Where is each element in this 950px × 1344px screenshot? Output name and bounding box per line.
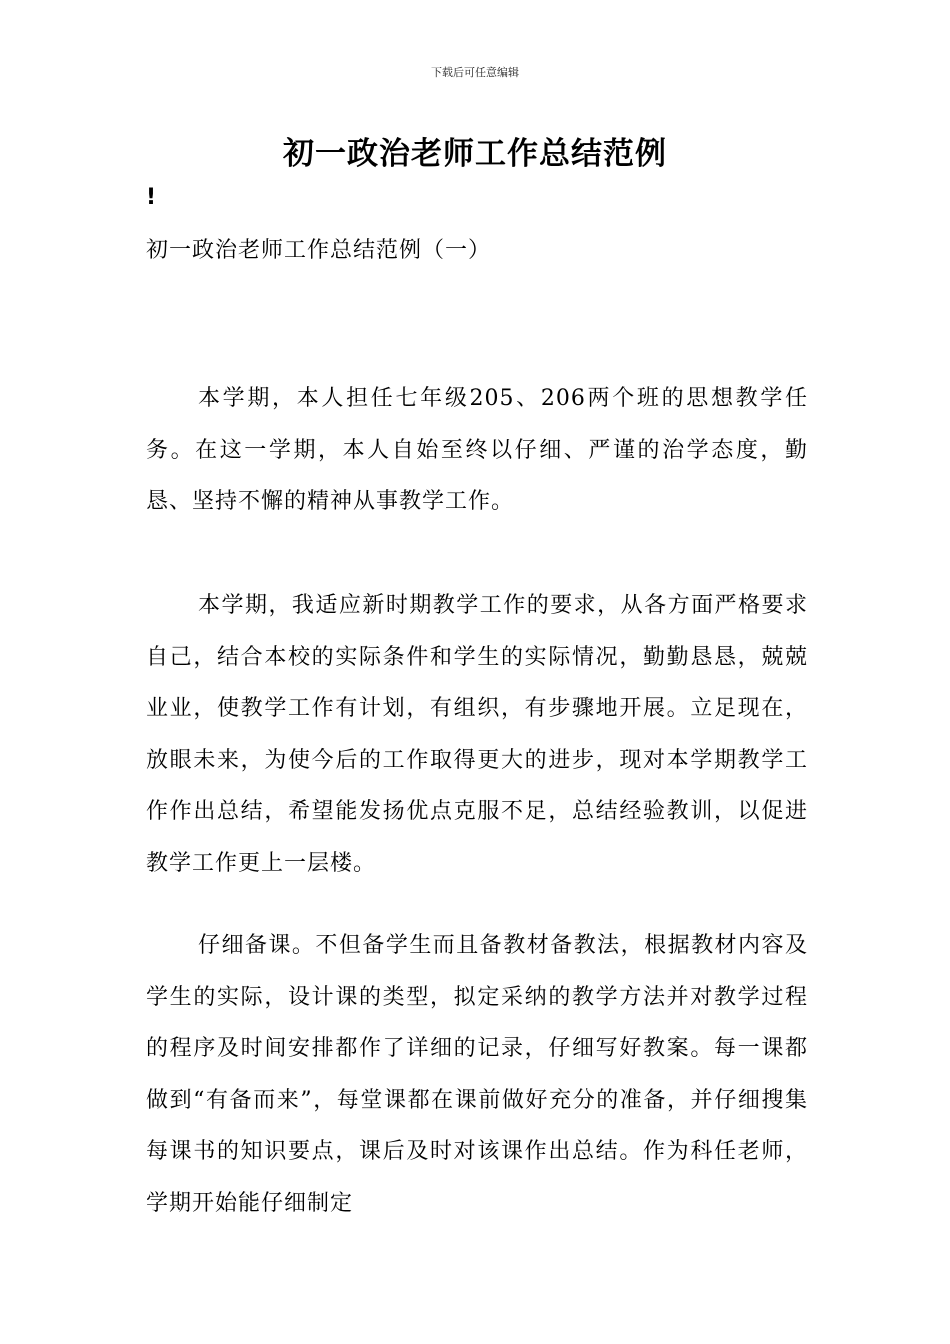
exclamation-mark: ! — [146, 185, 157, 210]
paragraph-2: 本学期，我适应新时期教学工作的要求，从各方面严格要求自己，结合本校的实际条件和学生的实际情况，勤勤恳恳，兢兢业业，使教学工作有计划，有组织，有步骤地开展。立足现在，放眼未来，为使今后的工作取得更大的进步，现对本学期教学工作作出总结，希望能发扬优点克服不足，总结经验教训，以促进教学工作更上一层楼。 — [146, 593, 808, 876]
paragraph-1: 本学期，本人担任七年级205、206两个班的思想教学任务。在这一学期，本人自始至终以仔细、严谨的治学态度，勤恳、坚持不懈的精神从事教学工作。 — [146, 386, 808, 514]
paragraph-3: 仔细备课。不但备学生而且备教材备教法，根据教材内容及学生的实际，设计课的类型，拟定采纳的教学方法并对教学过程的程序及时间安排都作了详细的记录，仔细写好教案。每一课都做到“有备而来”，每堂课都在课前做好充分的准备，并仔细搜集每课书的知识要点，课后及时对该课作出总结。作为科任老师，学期开始能仔细制定 — [146, 933, 808, 1216]
section-subtitle: 初一政治老师工作总结范例（一） — [146, 238, 492, 263]
header-note: 下载后可任意编辑 — [431, 66, 519, 79]
document-title: 初一政治老师工作总结范例 — [283, 136, 667, 172]
